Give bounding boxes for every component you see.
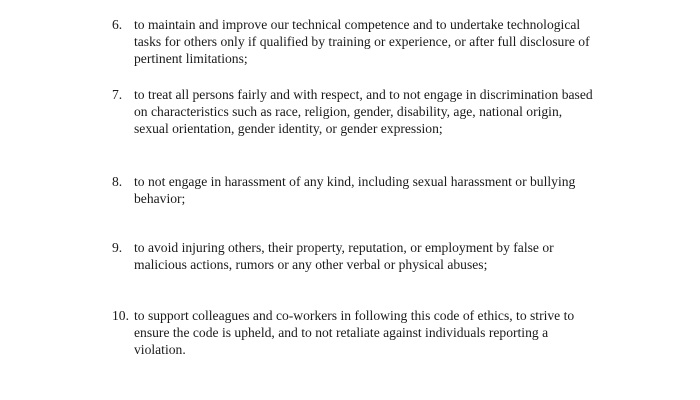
text-line: sexual orientation, gender identity, or gender expression;: [134, 121, 443, 136]
text-line: to treat all persons fairly and with respect, and to not engage in discrimination based: [134, 87, 593, 102]
list-item-text: [134, 239, 672, 273]
text-line: ensure the code is upheld, and to not retaliate against individuals reporting a: [134, 325, 549, 340]
list-item-text: [134, 86, 672, 137]
list-item-text: [134, 173, 672, 207]
text-line: on characteristics such as race, religion, gender, disability, age, national origin,: [134, 104, 563, 119]
list-item-text: [134, 16, 672, 67]
list-item-number: 7.: [112, 87, 123, 102]
list-item-text: [134, 307, 672, 358]
text-line: violation.: [134, 342, 186, 357]
list-item-number: 9.: [112, 240, 123, 255]
text-line: to maintain and improve our technical competence and to undertake technological: [134, 17, 581, 32]
text-line: to avoid injuring others, their property, reputation, or employment by false or: [134, 240, 554, 255]
text-line: behavior;: [134, 191, 186, 206]
text-line: malicious actions, rumors or any other verbal or physical abuses;: [134, 257, 488, 272]
text-line: to support colleagues and co-workers in following this code of ethics, to strive to: [134, 308, 575, 323]
list-item-number: 10.: [112, 308, 129, 323]
list-item-number: 8.: [112, 174, 123, 189]
text-line: to not engage in harassment of any kind, including sexual harassment or bullying: [134, 174, 576, 189]
text-line: pertinent limitations;: [134, 51, 248, 66]
text-line: tasks for others only if qualified by training or experience, or after full disclosure of: [134, 34, 590, 49]
list-item-number: 6.: [112, 17, 123, 32]
